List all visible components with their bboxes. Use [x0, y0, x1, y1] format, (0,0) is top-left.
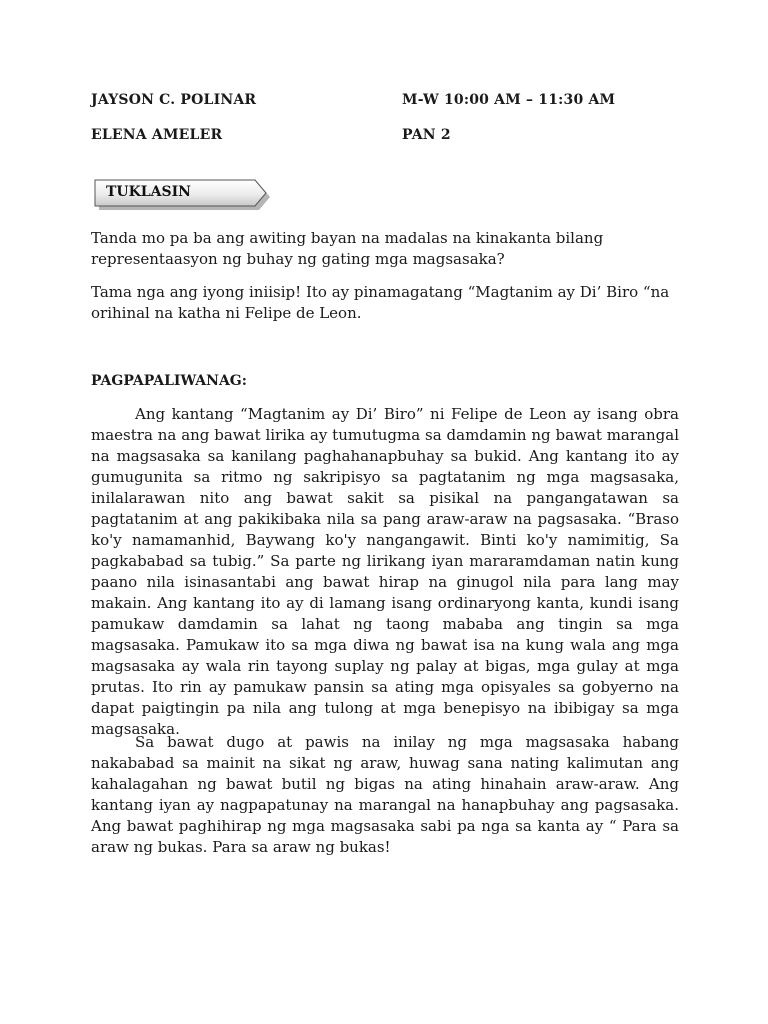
intro-answer: Tama nga ang iyong iniisip! Ito ay pinamagatang “Magtanim ay Di’ Biro “na orihinal na katha ni Felipe de Leon. [91, 283, 670, 322]
class-code: PAN 2 [402, 127, 451, 143]
intro-question: Tanda mo pa ba ang awiting bayan na madalas na kinakanta bilang representaasyon ng buhay ng gating mga magsasaka? [91, 229, 604, 268]
explanation-paragraph-2: Sa bawat dugo at pawis na inilay ng mga magsasaka habang nakababad sa mainit na sikat ng araw, huwag sana nating kalimutan ang kahalagahan ng bawat butil ng bigas na ating hinahain araw-araw. Ang kantang iyan ay nagpapatunay na marangal na hanapbuhay ang pagsasaka. Ang bawat paghihirap ng mga magsasaka sabi pa nga sa kanta ay “ Para sa araw ng bukas. Para sa araw ng bukas! [91, 733, 679, 856]
tuklasin-banner [94, 177, 272, 213]
tuklasin-label: TUKLASIN [106, 184, 191, 200]
class-schedule: M-W 10:00 AM – 11:30 AM [402, 92, 616, 108]
explanation-paragraph-1: Ang kantang “Magtanim ay Di’ Biro” ni Felipe de Leon ay isang obra maestra na ang bawat lirika ay tumutugma sa damdamin ng bawat marangal na magsasaka sa kanilang paghahanapbuhay sa bukid. Ang kantang ito ay gumugunita sa ritmo ng sakripisyo sa pagtatanim ng mga magsasaka, inilalarawan nito ang bawat sakit sa pisikal na pangangatawan sa pagtatanim at ang pakikibaka nila sa pang araw-araw na pagsasaka. “Braso ko'y namamanhid, Baywang ko'y nangangawit. Binti ko'y namimitig, Sa pagkababad sa tubig.” Sa parte ng lirikang iyan mararamdaman natin kung paano nila isinasantabi ang bawat hirap na ginugol nila para lang may makain. Ang kantang ito ay di lamang isang ordinaryong kanta, kundi isang pamukaw damdamin sa lahat ng taong mababa ang tingin sa mga magsasaka. Pamukaw ito sa mga diwa ng bawat isa na kung wala ang mga magsasaka ay wala rin tayong suplay ng palay at bigas, mga gulay at mga prutas. Ito rin ay pamukaw pansin sa ating mga opisyales sa gobyerno na dapat paigtingin pa nila ang tulong at mga benepisyo na ibibigay sa mga magsasaka. [91, 405, 679, 738]
student-name-2: ELENA AMELER [91, 127, 223, 143]
section-title: PAGPAPALIWANAG: [91, 373, 247, 389]
student-name-1: JAYSON C. POLINAR [91, 92, 257, 108]
